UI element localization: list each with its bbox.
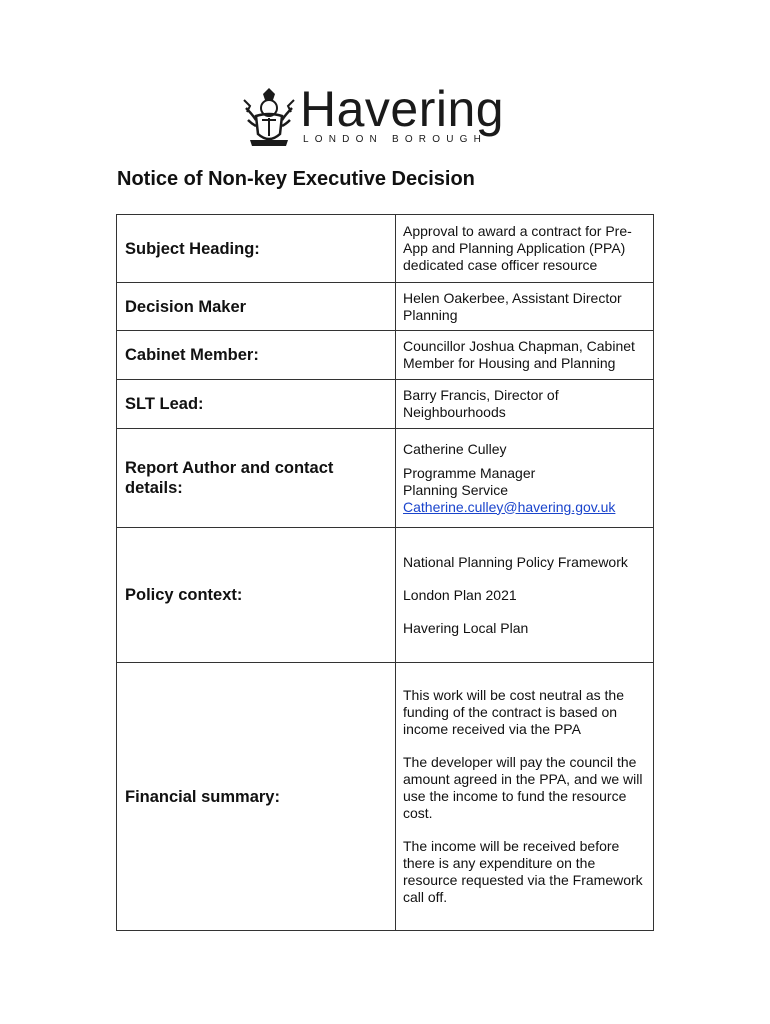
label-financial: Financial summary: (117, 663, 396, 931)
value-policy (396, 528, 654, 663)
label-author: Report Author and contact details: (117, 429, 396, 528)
value-decision-maker: Helen Oakerbee, Assistant Director Planning (396, 283, 654, 331)
row-slt-lead (117, 380, 654, 429)
value-slt-lead: Barry Francis, Director of Neighbourhoods (396, 380, 654, 429)
row-author (117, 429, 654, 528)
page-title: Notice of Non-key Executive Decision (117, 168, 475, 190)
havering-logo (240, 81, 530, 150)
row-cabinet-member (117, 331, 654, 380)
financial-paragraph: This work will be cost neutral as the funding of the contract is based on income received via the PPA (403, 687, 624, 737)
value-subject: Approval to award a contract for Pre-App and Planning Application (PPA) dedicated case officer resource (396, 215, 654, 283)
financial-paragraph: The developer will pay the council the amount agreed in the PPA, and we will use the income to fund the resource cost. (403, 754, 643, 821)
financial-paragraph: The income will be received before there is any expenditure on the resource requested via the Framework call off. (403, 838, 643, 905)
value-financial (396, 663, 654, 931)
decision-table (116, 214, 654, 931)
author-name: Catherine Culley (403, 440, 507, 457)
value-cabinet-member: Councillor Joshua Chapman, Cabinet Member for Housing and Planning (396, 331, 654, 380)
author-email-link[interactable]: Catherine.culley@havering.gov.uk (403, 498, 616, 515)
policy-item: National Planning Policy Framework (403, 553, 628, 570)
row-decision-maker (117, 283, 654, 331)
label-decision-maker: Decision Maker (117, 283, 396, 331)
policy-item: London Plan 2021 (403, 586, 517, 603)
row-financial (117, 663, 654, 931)
label-subject: Subject Heading: (117, 215, 396, 283)
row-subject (117, 215, 654, 283)
label-slt-lead: SLT Lead: (117, 380, 396, 429)
brand-subtitle: LONDON BOROUGH (303, 134, 488, 145)
value-author (396, 429, 654, 528)
policy-item: Havering Local Plan (403, 619, 529, 636)
label-cabinet-member: Cabinet Member: (117, 331, 396, 380)
brand-name: Havering (300, 81, 505, 137)
row-policy (117, 528, 654, 663)
crest-icon (242, 86, 296, 150)
author-role: Programme Manager (403, 464, 536, 481)
label-policy: Policy context: (117, 528, 396, 663)
author-service: Planning Service (403, 481, 509, 498)
